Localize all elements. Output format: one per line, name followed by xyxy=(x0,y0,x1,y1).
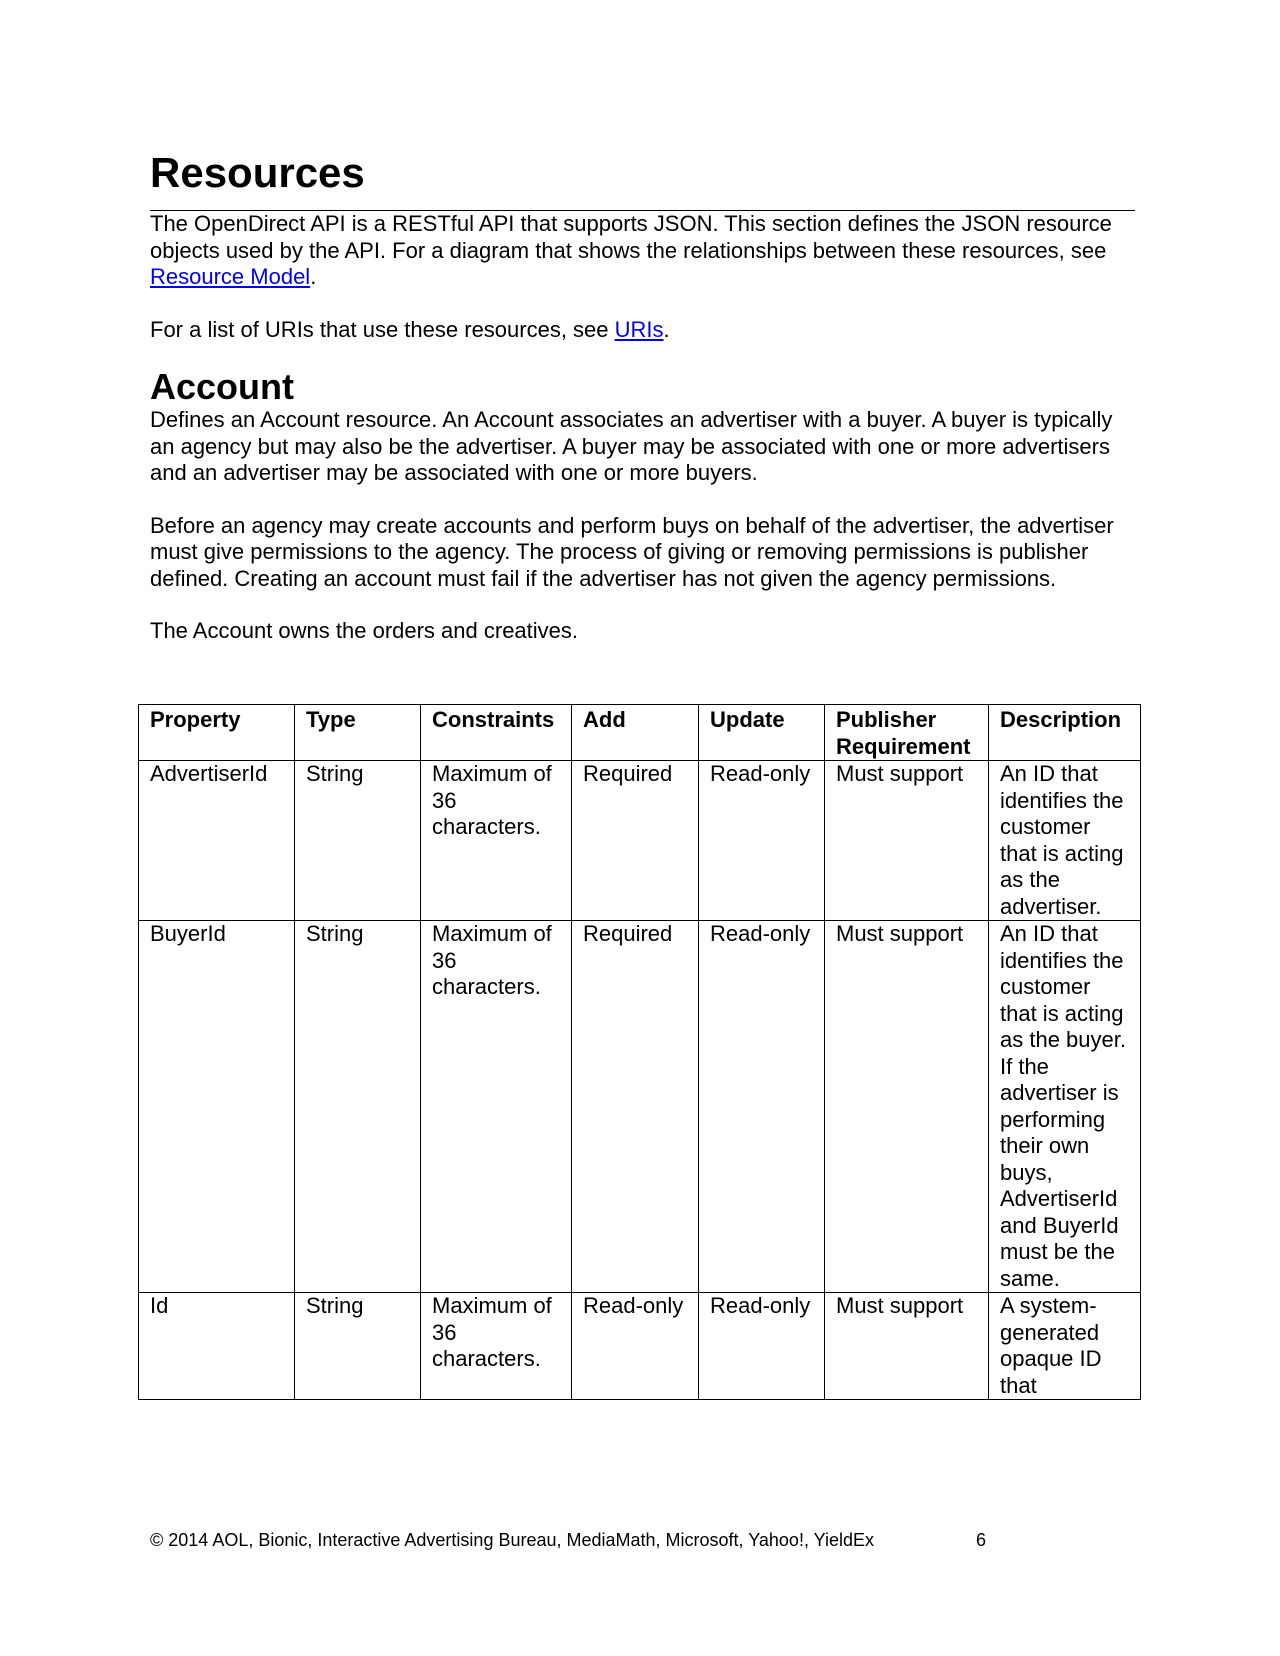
cell-update: Read-only xyxy=(699,1293,825,1400)
account-paragraph-3: The Account owns the orders and creatives. xyxy=(150,618,579,643)
uris-text: For a list of URIs that use these resources, see xyxy=(150,316,615,342)
document-page xyxy=(150,148,1135,645)
resources-intro-paragraph xyxy=(150,211,1135,291)
cell-description: A system-generated opaque ID that xyxy=(989,1293,1141,1400)
cell-constraints: Maximum of 36 characters. xyxy=(421,761,572,921)
cell-description: An ID that identifies the customer that is acting as the buyer. If the advertiser is performing their own buys, AdvertiserId and BuyerId must be the same. xyxy=(989,921,1141,1293)
header-property: Property xyxy=(139,705,295,761)
page-footer xyxy=(150,1530,1000,1551)
resources-heading: Resources xyxy=(150,148,1135,211)
table-row xyxy=(139,921,1141,1293)
cell-constraints: Maximum of 36 characters. xyxy=(421,1293,572,1400)
account-heading: Account xyxy=(150,366,294,407)
resources-intro-text: The OpenDirect API is a RESTful API that supports JSON. This section defines the JSON resource objects used by the API. For a diagram that shows the relationships between these resources, see xyxy=(150,211,1112,263)
cell-publisher-requirement: Must support xyxy=(825,1293,989,1400)
header-description: Description xyxy=(989,705,1141,761)
cell-add: Read-only xyxy=(572,1293,699,1400)
resources-intro-end: . xyxy=(310,264,317,289)
cell-publisher-requirement: Must support xyxy=(825,921,989,1293)
cell-update: Read-only xyxy=(699,761,825,921)
cell-type: String xyxy=(295,1293,421,1400)
page-number: 6 xyxy=(976,1530,987,1550)
cell-description: An ID that identifies the customer that is acting as the advertiser. xyxy=(989,761,1141,921)
header-type: Type xyxy=(295,705,421,761)
table-row xyxy=(139,1293,1141,1400)
cell-add: Required xyxy=(572,921,699,1293)
cell-add: Required xyxy=(572,761,699,921)
account-properties-table xyxy=(138,704,1141,1400)
header-add: Add xyxy=(572,705,699,761)
cell-publisher-requirement: Must support xyxy=(825,761,989,921)
header-update: Update xyxy=(699,705,825,761)
account-paragraph-1: Defines an Account resource. An Account associates an advertiser with a buyer. A buyer is typically an agency but may also be the advertiser. A buyer may be associated with one or more advertisers and an advertiser may be associated with one or more buyers. xyxy=(150,407,1113,485)
cell-property: AdvertiserId xyxy=(139,761,295,921)
cell-property: BuyerId xyxy=(139,921,295,1293)
uris-paragraph xyxy=(150,317,1135,344)
cell-property: Id xyxy=(139,1293,295,1400)
table-header-row xyxy=(139,705,1141,761)
copyright-text: © 2014 AOL, Bionic, Interactive Advertising Bureau, MediaMath, Microsoft, Yahoo!, YieldEx xyxy=(150,1530,874,1550)
table-row xyxy=(139,761,1141,921)
uris-link[interactable]: URIs xyxy=(614,316,664,342)
cell-update: Read-only xyxy=(699,921,825,1293)
cell-type: String xyxy=(295,921,421,1293)
cell-constraints: Maximum of 36 characters. xyxy=(421,921,572,1293)
resource-model-link[interactable]: Resource Model xyxy=(150,264,311,289)
account-paragraph-2: Before an agency may create accounts and perform buys on behalf of the advertiser, the advertiser must give permissions to the agency. The process of giving or removing permissions is publisher defined. Creating an account must fail if the advertiser has not given the agency permissions. xyxy=(150,512,1114,591)
header-publisher-requirement: Publisher Requirement xyxy=(825,705,989,761)
header-constraints: Constraints xyxy=(421,705,572,761)
uris-end: . xyxy=(663,316,670,342)
cell-type: String xyxy=(295,761,421,921)
